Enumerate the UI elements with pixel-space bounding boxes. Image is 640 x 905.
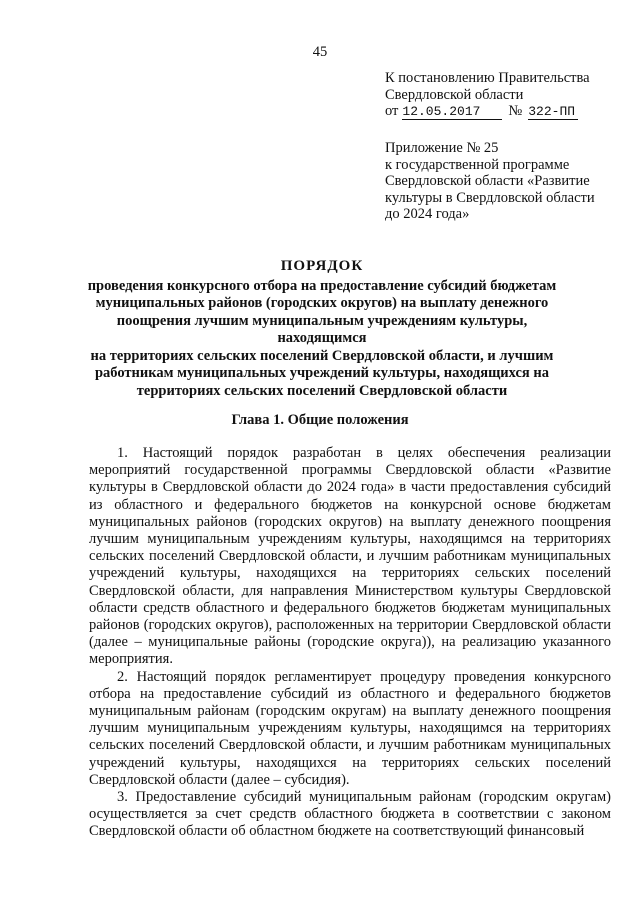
subtitle-line: работникам муниципальных учреждений культуры, находящихся на [94, 365, 550, 381]
paragraph: 1. Настоящий порядок разработан в целях обеспечения реализации мероприятий государственной программы Свердловской области «Развитие культуры в Свердловской области до 2024 года» в части предоставления субсидий из областного и федерального бюджетов на конкурсной основе бюджетам муниципальных районов (городских округов) на выплату денежного поощрения лучшим муниципальным учреждениям культуры, находящимся на территориях сельских поселений Свердловской области, и лучшим работникам муниципальных учреждений культуры, находящихся на территориях сельских поселений Свердловской области, для направления Министерством культуры Свердловской области средств областного и федерального бюджетов бюджетам муниципальных районов (городских округов), расположенных на территории Свердловской области (далее – муниципальные районы (городские округа)), на реализацию указанного мероприятия. [89, 445, 611, 668]
resolution-line-1: К постановлению Правительства [385, 70, 590, 86]
document-body [89, 445, 611, 841]
appendix-line: Приложение № 25 [385, 140, 499, 156]
subtitle-line: на территориях сельских поселений Свердловской области, и лучшим [90, 347, 554, 364]
appendix-line: к государственной программе [385, 156, 570, 173]
appendix-line: культуры в Свердловской области [385, 189, 595, 206]
resolution-line-2: Свердловской области [385, 86, 524, 103]
resolution-reference [385, 70, 615, 223]
resolution-date: 12.05.2017 [402, 104, 502, 120]
appendix-reference [385, 140, 615, 223]
subtitle-line: проведения конкурсного отбора на предоставление субсидий бюджетам [87, 277, 557, 294]
appendix-line: Свердловской области «Развитие [385, 173, 590, 189]
resolution-number: 322-ПП [528, 104, 578, 120]
document-heading [78, 258, 566, 400]
subtitle-line: поощрения лучшим муниципальным учреждениям культуры, находящимся [116, 312, 528, 346]
chapter-title: Глава 1. Общие положения [231, 412, 409, 428]
page-number: 45 [312, 44, 328, 60]
number-label: № [508, 103, 523, 119]
from-label: от [385, 103, 399, 119]
paragraph: 2. Настоящий порядок регламентирует процедуру проведения конкурсного отбора на предоставление субсидий из областного и федерального бюджетов муниципальным районам (городским округам) на выплату денежного поощрения лучшим муниципальным учреждениям культуры, находящимся на территориях сельских поселений Свердловской области, и лучшим работникам муниципальных учреждений культуры, находящихся на территориях сельских поселений Свердловской области (далее – субсидия). [89, 668, 611, 788]
subtitle-line: муниципальных районов (городских округов) на выплату денежного [95, 295, 549, 311]
paragraph: 3. Предоставление субсидий муниципальным районам (городским округам) осуществляется за счет средств областного бюджета в соответствии с законом Свердловской области об областном бюджете на соответствующий финансовый [89, 789, 611, 840]
subtitle-line: территориях сельских поселений Свердловской области [136, 382, 508, 399]
appendix-line: до 2024 года» [385, 206, 470, 222]
document-title: ПОРЯДОК [280, 258, 364, 274]
registration-line [385, 103, 615, 120]
